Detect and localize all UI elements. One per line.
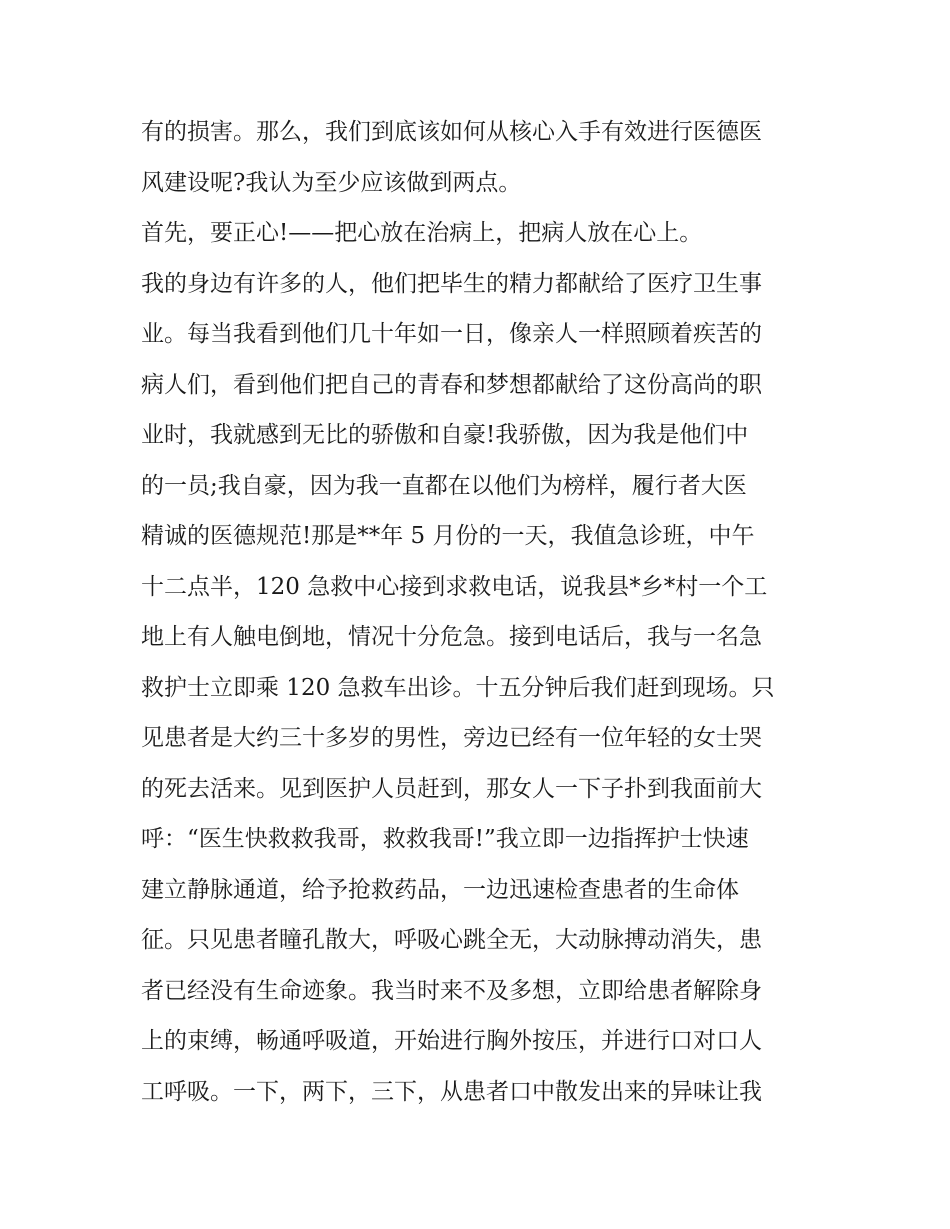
text-line: 业时，我就感到无比的骄傲和自豪!我骄傲，因为我是他们中 bbox=[141, 422, 749, 448]
text-line: 十二点半，120 急救中心接到求救电话，说我县*乡*村一个工 bbox=[141, 573, 768, 600]
text-line: 的一员;我自豪，因为我一直都在以他们为榜样，履行者大医 bbox=[141, 472, 747, 499]
text-line: 者已经没有生命迹象。我当时来不及多想，立即给患者解除身 bbox=[141, 977, 762, 1004]
text-line: 风建设呢?我认为至少应该做到两点。 bbox=[141, 169, 522, 196]
text-line: 上的束缚，畅通呼吸道，开始进行胸外按压，并进行口对口人 bbox=[141, 1028, 762, 1054]
text-line: 业。每当我看到他们几十年如一日，像亲人一样照顾着疾苦的 bbox=[141, 321, 762, 347]
text-line: 的死去活来。见到医护人员赶到，那女人一下子扑到我面前大 bbox=[141, 775, 762, 802]
text-line: 地上有人触电倒地，情况十分危急。接到电话后，我与一名急 bbox=[141, 624, 762, 650]
text-line: 首先，要正心!——把心放在治病上，把病人放在心上。 bbox=[141, 220, 703, 246]
text-line: 见患者是大约三十多岁的男性，旁边已经有一位年轻的女士哭 bbox=[141, 725, 762, 751]
text-line: 精诚的医德规范!那是**年 5 月份的一天，我值急诊班，中午 bbox=[141, 523, 755, 549]
text-line: 救护士立即乘 120 急救车出诊。十五分钟后我们赶到现场。只 bbox=[141, 674, 775, 701]
text-line: 我的身边有许多的人，他们把毕生的精力都献给了医疗卫生事 bbox=[141, 270, 762, 297]
text-line: 征。只见患者瞳孔散大，呼吸心跳全无，大动脉搏动消失，患 bbox=[141, 927, 762, 953]
text-line: 工呼吸。一下，两下，三下，从患者口中散发出来的异味让我 bbox=[141, 1078, 762, 1105]
body-text bbox=[141, 107, 813, 1117]
text-line: 有的损害。那么，我们到底该如何从核心入手有效进行医德医 bbox=[141, 119, 762, 145]
text-line: 呼：“医生快救救我哥，救救我哥!”我立即一边指挥护士快速 bbox=[141, 826, 749, 852]
text-line: 建立静脉通道，给予抢救药品，一边迅速检查患者的生命体 bbox=[141, 876, 739, 903]
text-line: 病人们，看到他们把自己的青春和梦想都献给了这份高尚的职 bbox=[141, 371, 762, 398]
